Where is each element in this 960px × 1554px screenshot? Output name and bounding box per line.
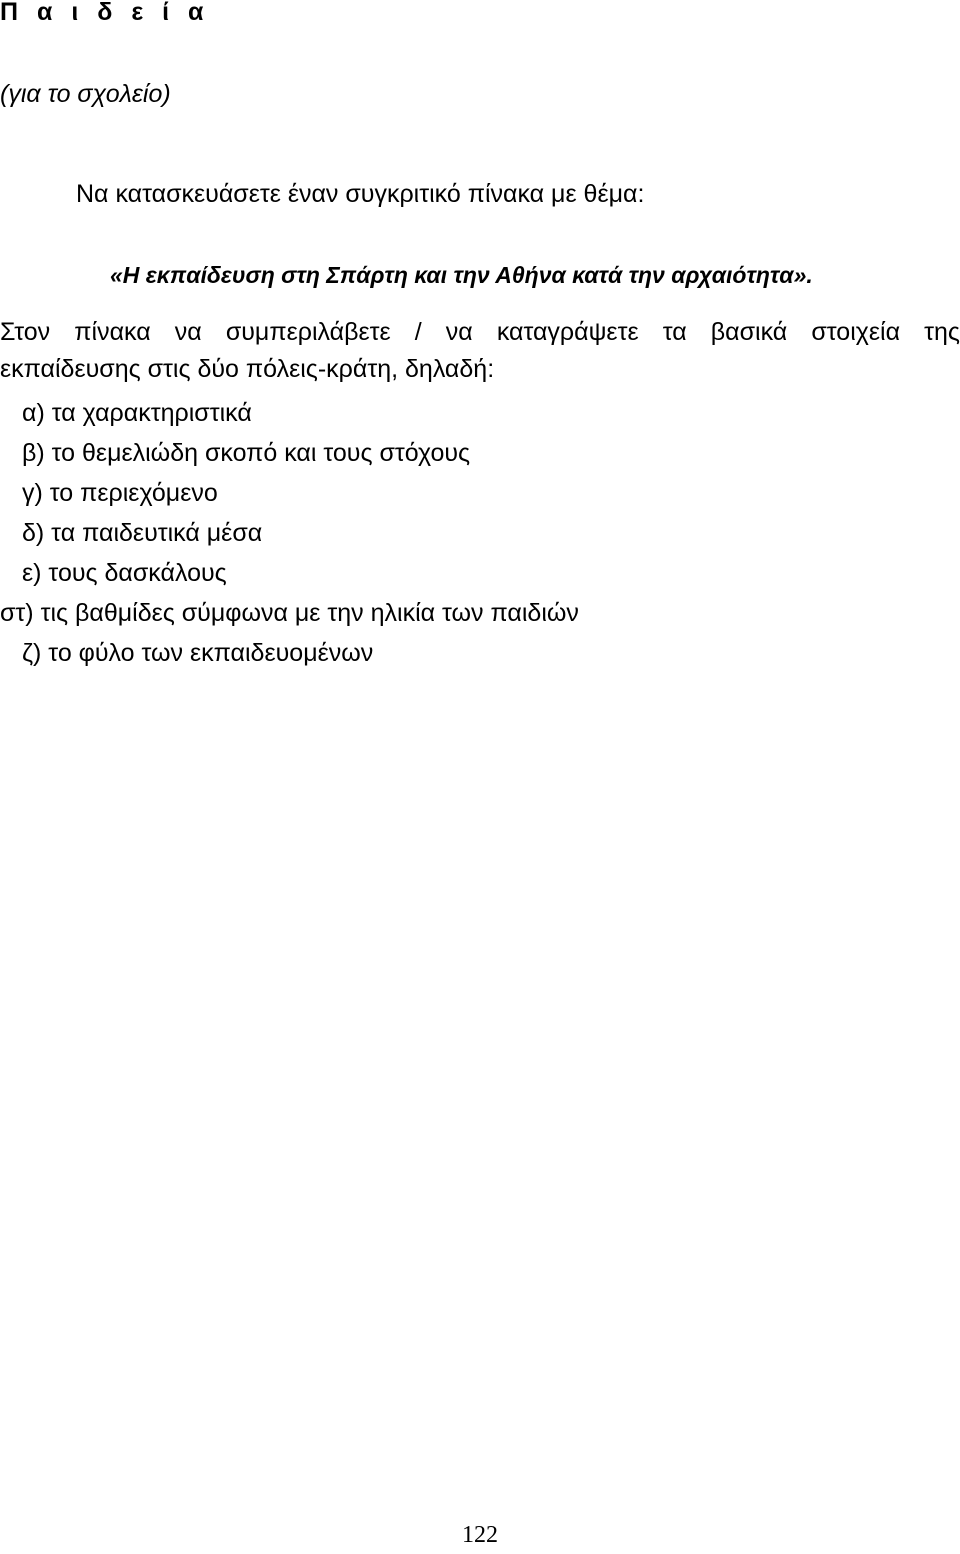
list-item: στ) τις βαθμίδες σύμφωνα με την ηλικία των παιδιών <box>0 599 579 627</box>
theme-text: «Η εκπαίδευση στη Σπάρτη και την Αθήνα κατά την αρχαιότητα». <box>110 262 813 288</box>
page-title: Π α ι δ ε ί α <box>0 0 210 26</box>
list-item: ε) τους δασκάλους <box>22 559 227 587</box>
paragraph-line-2: εκπαίδευσης στις δύο πόλεις-κράτη, δηλαδή: <box>0 355 495 383</box>
word: να <box>174 318 202 346</box>
paragraph-line-1 <box>0 314 960 351</box>
list-item: γ) το περιεχόμενο <box>22 479 218 507</box>
word: να <box>445 318 473 346</box>
instruction-paragraph <box>0 314 960 388</box>
list-item: ζ) το φύλο των εκπαιδευομένων <box>22 639 374 667</box>
list-item: δ) τα παιδευτικά μέσα <box>22 519 263 547</box>
word: Στον <box>0 318 51 346</box>
criteria-list <box>0 394 579 674</box>
word: / <box>414 318 422 346</box>
word: πίνακα <box>74 318 151 346</box>
intro-text: Να κατασκευάσετε έναν συγκριτικό πίνακα με θέμα: <box>76 180 645 208</box>
list-item: α) τα χαρακτηριστικά <box>22 399 252 427</box>
word: στοιχεία <box>811 318 901 346</box>
word: συμπεριλάβετε <box>225 318 391 346</box>
subtitle: (για το σχολείο) <box>0 80 171 108</box>
word: της <box>924 318 960 346</box>
word: καταγράψετε <box>496 318 639 346</box>
word: βασικά <box>710 318 788 346</box>
page-number: 122 <box>462 1522 498 1548</box>
word: τα <box>662 318 687 346</box>
list-item: β) το θεμελιώδη σκοπό και τους στόχους <box>22 439 471 467</box>
